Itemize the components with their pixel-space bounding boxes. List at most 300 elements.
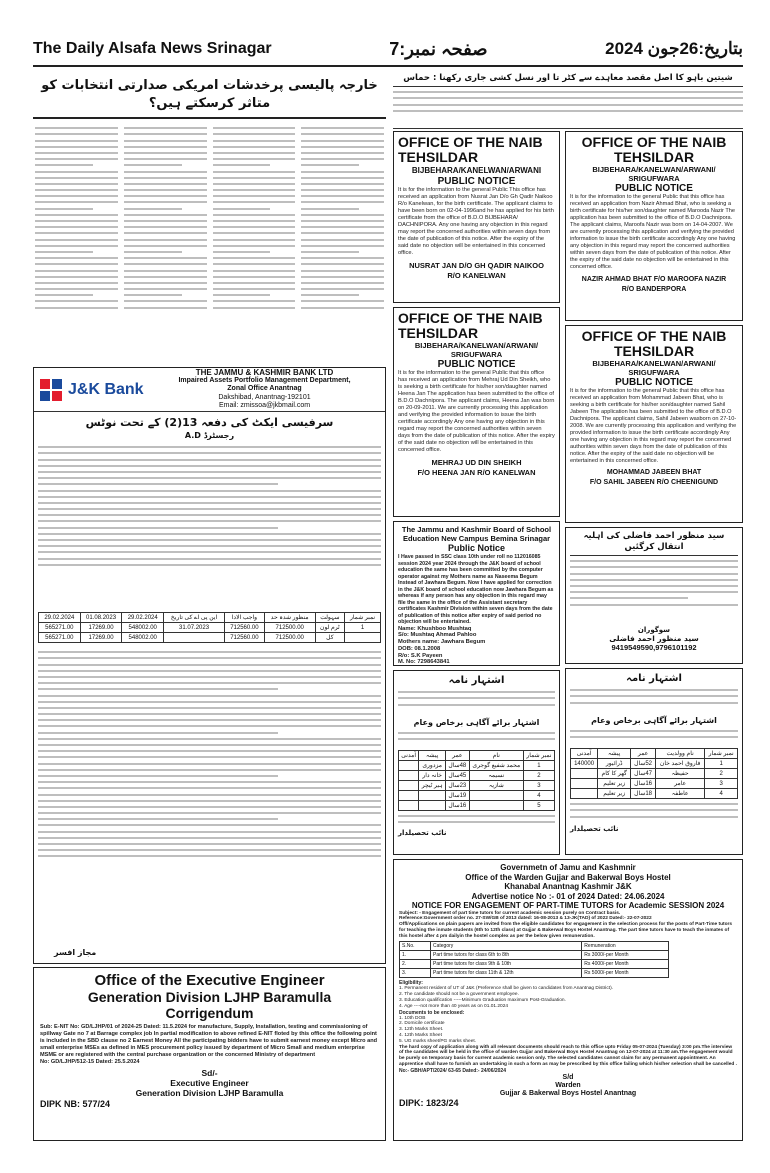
- table-cell: زیر تعلیم: [598, 789, 631, 799]
- text-line: [393, 110, 743, 112]
- bank-dept: Impaired Assets Portfolio Management Department,: [178, 377, 351, 385]
- text-line: [301, 195, 384, 197]
- table-cell: 16سال: [631, 779, 656, 789]
- table-cell: 2: [705, 769, 738, 779]
- text-line: [124, 270, 207, 272]
- text-line: [38, 459, 381, 461]
- gh-sign-1: Warden: [555, 1081, 581, 1089]
- article-headline: خارجہ پالیسی پرخدشات امریکی صدارتی انتخابات کو متاثر کرسکتے ہیں؟: [33, 73, 386, 119]
- condolence-signer-1: سوگوران: [637, 626, 671, 634]
- text-line: [124, 214, 207, 216]
- table-header: پیشہ: [598, 749, 631, 759]
- text-line: [38, 533, 381, 535]
- text-line: [124, 152, 207, 154]
- text-line: [213, 158, 296, 160]
- text-line: [213, 220, 296, 222]
- jkbose-body: I Have passed in SSC class 10th under roll no 112016085 session 2024 year 2024 through the J&K board of school education the same has been committed by the computer operator against my Mothers name as Naseema Begum Instead of Jawhara Begum. Now I have applied for correction in the J&K board of school education now Jawhara Begum as whereas if any person has any objection in this regard may file the same in the office of the Assistant secretary certificates Kashmir Division within seven days from the date of publication of this notice after expiry of said period no objection will be entertained.: [398, 554, 554, 625]
- hamas-body: [393, 87, 743, 127]
- text-line: [570, 730, 738, 732]
- table-cell: 5: [523, 801, 554, 811]
- text-line: [213, 146, 296, 148]
- text-line: [38, 719, 381, 721]
- ishtihar2-closing: [570, 799, 738, 825]
- bank-date-head-1: 29.02.2024: [39, 613, 81, 623]
- text-line: [301, 127, 384, 129]
- text-line: [38, 545, 381, 547]
- text-line: [35, 226, 118, 228]
- text-line: [38, 855, 381, 857]
- jkbose-detail-4: DOB: 08.1.2008: [398, 645, 441, 652]
- t1-sign-2: R/O KANELWAN: [447, 271, 506, 280]
- article-column-2: [124, 123, 207, 360]
- text-line: [301, 239, 384, 241]
- text-line: [301, 201, 384, 203]
- text-line: [301, 220, 384, 222]
- text-line: [301, 276, 384, 278]
- text-line: [38, 688, 278, 690]
- gh-eligibility-2: 2. The candidate should not be a government employee.: [399, 992, 519, 998]
- article-column-4: [301, 123, 384, 360]
- table-row: [399, 771, 555, 781]
- table-cell: [164, 633, 225, 643]
- bank-th-4: این پی اے کی تاریخ: [164, 613, 225, 623]
- t3-sign-2: R/O BANDERPORA: [621, 286, 687, 293]
- t1-sign-1: NUSRAT JAN D/O GH QADIR NAIKOO: [409, 261, 544, 270]
- gh-dipk: DIPK: 1823/24: [399, 1097, 459, 1108]
- text-line: [301, 171, 384, 173]
- text-line: [213, 294, 271, 296]
- text-line: [213, 282, 296, 284]
- table-cell: Part time tutors for class 9th & 10th: [430, 960, 581, 969]
- text-line: [301, 232, 384, 234]
- text-line: [38, 551, 381, 553]
- text-line: [213, 127, 296, 129]
- table-cell: [345, 633, 381, 643]
- table-cell: 45سال: [446, 771, 470, 781]
- text-line: [124, 171, 207, 173]
- t4-title-2: TEHSILDAR: [613, 343, 695, 359]
- text-line: [38, 713, 381, 715]
- table-row: [400, 969, 669, 978]
- text-line: [570, 560, 738, 562]
- jkbose-detail-2: S/o: Mushtaq Ahmad Pahloo: [398, 632, 477, 639]
- table-cell: 17269.00: [80, 633, 122, 643]
- text-line: [35, 294, 93, 296]
- table-row: [400, 960, 669, 969]
- table-row: [571, 779, 738, 789]
- text-line: [301, 226, 384, 228]
- text-line: [301, 307, 384, 309]
- bank-office: Zonal Office Anantnag: [227, 385, 302, 393]
- table-cell: 712560.00: [225, 623, 265, 633]
- text-line: [35, 127, 118, 129]
- text-line: [35, 239, 118, 241]
- table-header: Category: [430, 942, 581, 951]
- table-header: عمر: [446, 751, 470, 761]
- gh-footer: The hard copy of application along with all relevant documents should reach to this office upto Friday 05-07-2024 (Tuesday) 3:00 pm.The interview of the candidates will be held in the office of warden Gujjar and Bakerwal Boys Hostel Anantnag on 12-07-2024 at 11:30 am.The engagement would be purely on temporary basis for current academic session only. The selected candidates cannot claim for any permanent appointment. An apprentice shall have to furnish an undertaking in such a form as may be prescribed by this office failing which his/her selection shall be cancelled .: [399, 1044, 738, 1068]
- text-line: [213, 152, 296, 154]
- table-row: [571, 759, 738, 769]
- table-cell: 17269.00: [80, 623, 122, 633]
- gh-sd: S/d: [562, 1073, 574, 1081]
- table-cell: 2: [523, 771, 554, 781]
- text-line: [570, 579, 738, 581]
- exec-engineer-notice: [33, 967, 386, 1141]
- t3-area-2: SRIGUFWARA: [628, 174, 680, 183]
- text-line: [213, 257, 296, 259]
- text-line: [38, 452, 381, 454]
- text-line: [301, 133, 384, 135]
- text-line: [35, 214, 118, 216]
- t2-sign-1: MEHRAJ UD DIN SHEIKH: [431, 458, 522, 467]
- text-line: [124, 300, 207, 302]
- text-line: [301, 257, 384, 259]
- text-line: [38, 744, 381, 746]
- text-line: [35, 201, 118, 203]
- table-header: نمبر شمار: [705, 749, 738, 759]
- text-line: [301, 282, 384, 284]
- table-row: [399, 791, 555, 801]
- gh-title-5: NOTICE FOR ENGAGEMENT OF PART-TIME TUTORS for Academic SESSION 2024: [411, 901, 725, 910]
- gh-doc-3: 3. 12th Marks Sheet.: [399, 1027, 444, 1033]
- text-line: [213, 183, 296, 185]
- ee-title-1: Office of the Executive Engineer: [94, 972, 325, 989]
- table-header: S.No.: [400, 942, 431, 951]
- table-cell: [419, 801, 446, 811]
- text-line: [124, 239, 207, 241]
- t3-title-2: TEHSILDAR: [613, 149, 695, 165]
- table-header: آمدنی: [399, 751, 419, 761]
- text-line: [124, 288, 207, 290]
- text-line: [213, 177, 296, 179]
- text-line: [398, 704, 555, 706]
- ishtihar-notice-1: [393, 670, 560, 855]
- article-body: [33, 119, 386, 360]
- table-cell: 1.: [400, 951, 431, 960]
- text-line: [38, 564, 381, 566]
- ee-title-2: Generation Division LJHP Baramulla: [87, 989, 332, 1005]
- table-cell: حفیظہ: [656, 769, 705, 779]
- text-line: [38, 800, 381, 802]
- text-line: [35, 282, 118, 284]
- text-line: [35, 276, 118, 278]
- tehsildar-notice-2: [393, 307, 560, 517]
- text-line: [124, 232, 207, 234]
- paper-name: The Daily Alsafa News Srinagar: [33, 40, 272, 57]
- table-cell: [399, 801, 419, 811]
- table-row: [399, 801, 555, 811]
- table-cell: عاطفہ: [656, 789, 705, 799]
- table-cell: [399, 791, 419, 801]
- text-line: [124, 127, 207, 129]
- bank-email: Email: zmissoa@jkbmail.com: [218, 401, 311, 409]
- text-line: [38, 664, 381, 666]
- text-line: [38, 651, 381, 653]
- authorized-officer: مجاز افسر: [54, 948, 97, 957]
- gh-eligibility-3: 3. Education qualification -----Minimum Graduation maximum Post-Graduation.: [399, 998, 566, 1004]
- sarfaesi-title: سرفیسی ایکٹ کی دفعہ 13(2) کے تحت نوٹس: [85, 416, 334, 429]
- jkbose-title-1: The Jammu and Kashmir Board of School: [401, 525, 552, 534]
- t2-area-1: BIJBEHARA/KANELWAN/ARWANI/: [414, 341, 539, 350]
- text-line: [124, 257, 207, 259]
- text-line: [35, 270, 118, 272]
- text-line: [38, 763, 381, 765]
- text-line: [301, 208, 359, 210]
- table-cell: 52سال: [631, 759, 656, 769]
- ishtihar1-sign: نائب تحصیلدار: [398, 829, 447, 837]
- jkbose-notice: [393, 521, 560, 666]
- text-line: [35, 177, 118, 179]
- text-line: [38, 483, 278, 485]
- text-line: [213, 276, 296, 278]
- text-line: [301, 270, 384, 272]
- text-line: [35, 152, 118, 154]
- table-cell: شازیہ: [469, 781, 523, 791]
- text-line: [38, 446, 381, 448]
- gh-doc-2: 2. Domicile certificate: [399, 1021, 445, 1027]
- text-line: [38, 725, 381, 727]
- text-line: [38, 539, 381, 541]
- table-cell: 48سال: [446, 761, 470, 771]
- bank-date-head-3: 29.02.2024: [122, 613, 164, 623]
- gh-doc-5: 5. UG marks sheet/PG marks sheet.: [399, 1038, 477, 1044]
- t4-sign-1: MOHAMMAD JABEEN BHAT: [606, 469, 702, 476]
- bank-th-2: منظور شدہ حد: [264, 613, 315, 623]
- text-line: [570, 597, 688, 599]
- t4-notice: PUBLIC NOTICE: [615, 377, 693, 388]
- article-column-3: [213, 123, 296, 360]
- text-line: [398, 815, 555, 817]
- table-row: [399, 781, 555, 791]
- gh-subject: Subject: - Engagement of part time tutors for current academic session purely on Contract basis.: [399, 910, 621, 916]
- table-cell: 16سال: [446, 801, 470, 811]
- text-line: [570, 573, 738, 575]
- bank-th-1: سہولت: [315, 613, 344, 623]
- text-line: [398, 732, 555, 734]
- text-line: [38, 514, 381, 516]
- text-line: [301, 146, 384, 148]
- text-line: [570, 695, 738, 697]
- table-cell: ہیر ٹیچر: [419, 781, 446, 791]
- table-cell: 19سال: [446, 791, 470, 801]
- gh-doc-4: 4. 12th Marks Sheet: [399, 1033, 442, 1039]
- text-line: [213, 208, 271, 210]
- text-line: [38, 843, 381, 845]
- text-line: [301, 294, 359, 296]
- t2-area-2: SRIGUFWARA: [450, 350, 503, 359]
- table-cell: 3: [523, 781, 554, 791]
- text-line: [38, 738, 381, 740]
- ishtihar1-title: اشتہار نامہ: [448, 675, 505, 686]
- text-line: [38, 756, 381, 758]
- text-line: [570, 736, 738, 738]
- text-line: [124, 307, 207, 309]
- bank-company: THE JAMMU & KASHMIR BANK LTD: [195, 367, 334, 377]
- text-line: [570, 816, 738, 818]
- text-line: [301, 300, 384, 302]
- t2-sign-2: F/O HEENA JAN R/O KANELWAN: [417, 468, 536, 477]
- t2-notice: PUBLIC NOTICE: [437, 359, 516, 370]
- gh-sign-2: Gujjar & Bakerwal Boys Hostel Anantnag: [499, 1089, 637, 1097]
- table-cell: [399, 781, 419, 791]
- ishtihar2-sign: نائب تحصیلدار: [570, 825, 619, 833]
- text-line: [213, 288, 296, 290]
- ee-sign-2: Generation Division LJHP Baramulla: [135, 1087, 284, 1098]
- text-line: [38, 508, 381, 510]
- table-cell: عامر: [656, 779, 705, 789]
- table-cell: 47سال: [631, 769, 656, 779]
- text-line: [38, 695, 381, 697]
- gh-intro: Offl/Applications on plain papers are invited from the eligible candidates for engagement in the selection process for the posts of Part-Time tutors for teaching the inmate students (6th to 12th class) at Gujjar & Bakerwal Boys Hostel Anantnag. The part time tutors have to teach the inmates of this hostel after 4 pm dailyin the hostel complex as per the below given remuneration.: [399, 922, 733, 939]
- text-line: [301, 288, 384, 290]
- text-line: [213, 270, 296, 272]
- jkbose-detail-1: Name: Khushboo Mushtaq: [398, 625, 472, 632]
- table-cell: 3.: [400, 969, 431, 978]
- text-line: [35, 195, 118, 197]
- ishtihar2-title: اشتہار نامہ: [626, 673, 682, 684]
- text-line: [38, 812, 381, 814]
- ishtihar-notice-2: [565, 668, 743, 855]
- t3-area-1: BIJBEHARA/KANELWAN/ARWANI/: [592, 165, 716, 174]
- t4-area-2: SRIGUFWARA: [628, 368, 680, 377]
- ee-sign-1: Executive Engineer: [170, 1077, 249, 1088]
- table-row: [39, 633, 381, 643]
- text-line: [124, 294, 182, 296]
- gujjar-hostel-notice: [393, 859, 743, 1141]
- text-line: [38, 831, 381, 833]
- t3-sign-1: NAZIR AHMAD BHAT F/O MAROOFA NAZIR: [581, 276, 727, 283]
- t4-area-1: BIJBEHARA/KANELWAN/ARWANI/: [592, 359, 716, 368]
- jkbose-detail-5: R/o: S.K Payeen: [398, 652, 443, 659]
- table-row: [571, 789, 738, 799]
- table-cell: 548002.00: [122, 623, 164, 633]
- text-line: [213, 133, 296, 135]
- text-line: [124, 158, 207, 160]
- text-line: [213, 226, 296, 228]
- table-row: [400, 951, 669, 960]
- condolence-body: [570, 556, 738, 626]
- text-line: [301, 189, 384, 191]
- text-line: [124, 189, 207, 191]
- text-line: [38, 520, 381, 522]
- text-line: [301, 152, 384, 154]
- ee-title-3: Corrigendum: [165, 1005, 254, 1021]
- ishtihar1-closing: [398, 811, 555, 829]
- table-cell: Rs 5000/-per Month: [582, 969, 669, 978]
- table-header: پیشہ: [419, 751, 446, 761]
- text-line: [301, 214, 384, 216]
- text-line: [124, 133, 207, 135]
- gh-title-2: Office of the Warden Gujjar and Bakerwal Boys Hostel: [465, 872, 671, 882]
- text-line: [301, 245, 384, 247]
- text-line: [38, 794, 381, 796]
- condolence-notice: [565, 527, 743, 664]
- text-line: [398, 738, 555, 740]
- table-row: [399, 761, 555, 771]
- tehsildar-notice-4: [565, 325, 743, 523]
- text-line: [393, 97, 743, 99]
- gh-title-4: Advertise notice No :- 01 of 2024 Dated: 24.06.2024: [471, 891, 665, 901]
- gh-eligibility-4: 4. Age ----not more than 40 years as on 01.01.2024: [399, 1003, 509, 1009]
- text-line: [124, 276, 207, 278]
- table-cell: گھر کا کام: [598, 769, 631, 779]
- t4-body: It is for the information to the general Public that this office has received an application from Mohammad Jabeen Bhat, who is seeking a birth certificate for his/her son/daughter named Sahil Jabeen The application has been submitted to the office of B.D.O Dachnipora. The applicant claims, Sahil Jabeen wasborn on 27-10-2008. We are currently processing this application and verifying the provided information to issue the birth certificate accordingly Any one having any objection in this regard may report the concerned authorities within seven days from the date of publication of this notice. After the expiry of the said date no objection will be entertained in this concerned office.: [570, 388, 737, 464]
- table-cell: 2.: [400, 960, 431, 969]
- article-foreign-policy: [33, 73, 386, 360]
- t1-title-2: TEHSILDAR: [398, 149, 479, 165]
- t2-title-2: TEHSILDAR: [398, 325, 479, 341]
- ishtihar1-subtitle: اشتہار برائے آگاہی برخاص وعام: [413, 718, 540, 727]
- article-column-1: [35, 123, 118, 360]
- text-line: [570, 809, 738, 811]
- table-header: نمبر شمار: [523, 751, 554, 761]
- table-header: آمدنی: [571, 749, 598, 759]
- table-cell: ٹرم لون: [315, 623, 344, 633]
- t2-body: It is for the information to the general Public that this office has received an application from Mehraj Ud Din Sheikh, who is seeking a birth certificate for his/her son/daughter named Heena Jan The application has been submitted to the office of B.D.O Dachnipora. The applicant claims, Heena Jan was born on 20-09-2011. We are currently processing this application and verifying the provided information to issue the birth certificate accordingly Any one having any objection in this regard may report the concerned authorities within seven days from the date of publication of this notice. After the expiry of the said date no objection will be entertained in this concerned office.: [398, 370, 555, 453]
- ishtihar2-subtitle: اشتہار برائے آگاہی برخاص وعام: [591, 716, 717, 725]
- table-cell: 4: [523, 791, 554, 801]
- text-line: [213, 263, 296, 265]
- text-line: [38, 732, 278, 734]
- hamas-headline: شیتین باہو کا اصل مقصد معاہدے سے کٹر تا اور نسل کشی جاری رکھنا : حماس: [393, 73, 743, 87]
- tehsildar-notice-3: [565, 131, 743, 321]
- table-cell: [469, 791, 523, 801]
- table-header: نام وولدیت: [656, 749, 705, 759]
- text-line: [35, 183, 118, 185]
- t1-title-1: OFFICE OF THE NAIB: [398, 134, 543, 150]
- text-line: [38, 781, 381, 783]
- gh-title-1: Governmetn of Jamu and Kashmnir: [500, 863, 636, 872]
- text-line: [38, 824, 381, 826]
- jkbose-detail-3: Mothers name: Jawhara Begum: [398, 639, 486, 646]
- text-line: [398, 691, 555, 693]
- ee-body: Sub: E-NIT No: GD/LJHP/01 of 2024-25 Dated: 11.5.2024 for manufacture, Supply, Installation, testing and commissioning of spillway Gate no 7 at Barrage complex job In partial modification to above refined E-NIT floted by this office the following point is included in the SBD clause no 2 Earnest Money All the participating bidders have to submit earnest money except Micro and small enterprise MSEs as defined in MES procurement policy issued by department of Micro Small and medium enterprise MSME or are registered with the central purchase organization or the concerned Ministry of department: [40, 1024, 378, 1058]
- ishtihar2-intro: [570, 685, 738, 715]
- text-line: [398, 821, 555, 823]
- table-cell: 712560.00: [225, 633, 265, 643]
- text-line: [124, 251, 182, 253]
- table-cell: [399, 761, 419, 771]
- table-cell: 712500.00: [264, 633, 315, 643]
- table-cell: 3: [705, 779, 738, 789]
- text-line: [38, 558, 381, 560]
- text-line: [35, 288, 118, 290]
- gh-eligibility-title: Eligibility:: [399, 980, 423, 987]
- text-line: [35, 232, 118, 234]
- text-line: [38, 670, 381, 672]
- table-header: نام: [469, 751, 523, 761]
- text-line: [35, 140, 118, 142]
- issue-date: بتاریخ:26جون 2024: [605, 39, 743, 58]
- jk-bank-logo-icon: [38, 377, 64, 403]
- text-line: [38, 471, 381, 473]
- table-cell: [469, 801, 523, 811]
- text-line: [301, 251, 359, 253]
- t3-body: It is for the information to the general Public that this office has received an application from Nazir Ahmad Bhat, who is seeking a birth certificate for his/her son/daughter named Marooda Nazir The application has been submitted to the office of B.D.O Dachnipora. The applicant claims, Maroofa Nazir was born on 14-04-2007. We are currently processing this application and verifying the provided information to issue the birth certificate accordingly Any one having any objection in this regard may report the concerned authorities within seven days from the date of publication of this notice. After the expiry of the said date no objection will be entertained in this concerned office.: [570, 194, 736, 270]
- table-row: [39, 623, 381, 633]
- text-line: [35, 171, 118, 173]
- table-cell: فاروق احمد خان: [656, 759, 705, 769]
- text-line: [38, 657, 381, 659]
- text-line: [213, 245, 296, 247]
- text-line: [35, 307, 118, 309]
- table-cell: Part time tutors for class 11th & 12th: [430, 969, 581, 978]
- table-cell: محمد شفیع گوجری: [469, 761, 523, 771]
- ishtihar2-table: [570, 748, 738, 799]
- text-line: [213, 307, 296, 309]
- table-cell: 712500.00: [264, 623, 315, 633]
- text-line: [213, 201, 296, 203]
